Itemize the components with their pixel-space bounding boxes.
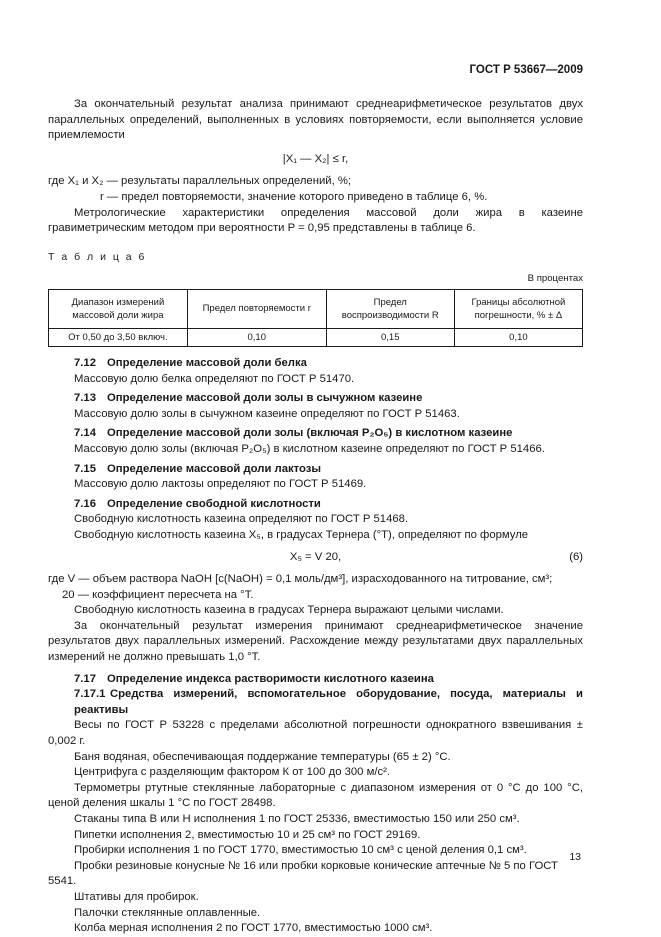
table-header-cell: Предел повторяемости r bbox=[187, 289, 326, 328]
section-number: 7.17 bbox=[74, 672, 96, 685]
section-title: Определение массовой доли золы в сычужном казеине bbox=[107, 392, 423, 405]
section-text: Свободную кислотность казеина в градусах Тернера выражают целыми числами. bbox=[74, 604, 504, 617]
equipment-item: Колба мерная исполнения 2 по ГОСТ 1770, вместимостью 1000 см³. bbox=[74, 922, 433, 935]
subsection-number: 7.17.1 bbox=[74, 688, 106, 701]
table-caption: Т а б л и ц а 6 bbox=[48, 250, 147, 263]
subsection-heading bbox=[48, 687, 583, 718]
equipment-item: Стаканы типа В или Н исполнения 1 по ГОСТ 25336, вместимостью 150 или 250 см³. bbox=[74, 812, 520, 825]
table-cell: 0,10 bbox=[454, 328, 582, 346]
subsection-title: Средства измерений, вспомогательное оборудование, посуда, материалы и реактивы bbox=[74, 688, 583, 716]
section-heading bbox=[48, 426, 583, 442]
section-text: Массовую долю лактозы определяют по ГОСТ Р 51469. bbox=[74, 478, 367, 491]
where-r-line: r — предел повторяемости, значение которого приведено в таблице 6, %. bbox=[100, 190, 488, 203]
section-number: 7.13 bbox=[74, 392, 96, 405]
table-cell: 0,15 bbox=[326, 328, 454, 346]
equipment-item: Баня водяная, обеспечивающая поддержание температуры (65 ± 2) °С. bbox=[74, 750, 451, 763]
where-20-line: 20 — коэффициент пересчета на °Т. bbox=[62, 588, 254, 601]
section-title: Определение свободной кислотности bbox=[107, 497, 321, 510]
section-text: За окончательный результат измерения принимают среднеарифметическое значение результатов двух параллельных измерений. Расхождение между результатами двух параллельных измерений не должно превышать 1,0 °Т. bbox=[48, 619, 583, 664]
section-text: Свободную кислотность казеина определяют по ГОСТ Р 51468. bbox=[74, 513, 409, 526]
section-title: Определение массовой доли золы (включая P₂O₅) в кислотном казеине bbox=[107, 427, 513, 440]
standard-header: ГОСТ Р 53667—2009 bbox=[469, 64, 583, 76]
equipment-item: Центрифуга с разделяющим фактором К от 100 до 300 м/с². bbox=[74, 766, 391, 779]
intro-paragraph: За окончательный результат анализа принимают среднеарифметическое результатов двух параллельных определений, выполненных в условиях повторяемости, если выполняется условие приемлемости bbox=[48, 98, 583, 142]
section-heading bbox=[48, 391, 583, 407]
section-number: 7.12 bbox=[74, 356, 96, 369]
table-cell: От 0,50 до 3,50 включ. bbox=[49, 328, 188, 346]
page-number: 13 bbox=[569, 851, 581, 863]
section-text: Свободную кислотность казеина X₅, в градусах Тернера (°Т), определяют по формуле bbox=[74, 528, 529, 541]
table-unit: В процентах bbox=[527, 273, 583, 285]
section-number: 7.16 bbox=[74, 497, 96, 510]
where-x-line: где X₁ и X₂ — результаты параллельных определений, %; bbox=[48, 175, 352, 188]
equipment-item: Пипетки исполнения 2, вместимостью 10 и 25 см³ по ГОСТ 29169. bbox=[74, 828, 421, 841]
section-number: 7.14 bbox=[74, 427, 96, 440]
section-heading bbox=[48, 462, 583, 478]
metrology-paragraph: Метрологические характеристики определения массовой доли жира в казеине гравиметрическим методом при вероятности P = 0,95 представлены в таблице 6. bbox=[48, 206, 583, 235]
formula-expression: X₅ = V 20, bbox=[289, 551, 342, 564]
section-text: Массовую долю белка определяют по ГОСТ Р 51470. bbox=[74, 372, 355, 385]
table-cell: 0,10 bbox=[187, 328, 326, 346]
table-header-row bbox=[49, 289, 583, 328]
section-number: 7.15 bbox=[74, 462, 96, 475]
equipment-item: Пробирки исполнения 1 по ГОСТ 1770, вместимостью 10 см³ с ценой деления 0,1 см³. bbox=[74, 844, 527, 857]
section-heading bbox=[48, 356, 583, 372]
table-header-cell: Предел воспроизводимости R bbox=[326, 289, 454, 328]
section-text: Массовую долю золы (включая P₂O₅) в кислотном казеине определяют по ГОСТ Р 51466. bbox=[74, 442, 545, 455]
formula-number: (6) bbox=[569, 551, 583, 564]
section-title: Определение массовой доли лактозы bbox=[107, 462, 322, 475]
acidity-formula bbox=[48, 550, 583, 566]
section-heading bbox=[48, 672, 583, 688]
equipment-item: Штативы для пробирок. bbox=[74, 890, 199, 903]
section-title: Определение массовой доли белка bbox=[107, 356, 307, 369]
page-content bbox=[48, 97, 583, 937]
section-heading bbox=[48, 497, 583, 513]
equipment-item: Пробки резиновые конусные № 16 или пробки корковые конические аптечные № 5 по ГОСТ 5541. bbox=[48, 859, 558, 888]
table-row bbox=[49, 328, 583, 346]
metrology-table bbox=[48, 289, 583, 347]
equipment-item: Термометры ртутные стеклянные лабораторные с диапазоном измерения от 0 °С до 100 °С, ценой деления шкалы 1 °С по ГОСТ 28498. bbox=[48, 781, 583, 810]
equipment-item: Палочки стеклянные оплавленные. bbox=[74, 906, 261, 919]
section-title: Определение индекса растворимости кислотного казеина bbox=[107, 672, 434, 685]
table-header-cell: Границы абсолютной погрешности, % ± Δ bbox=[454, 289, 582, 328]
table-header-cell: Диапазон измерений массовой доли жира bbox=[49, 289, 188, 328]
equipment-item: Весы по ГОСТ Р 53228 с пределами абсолютной погрешности однократного взвешивания ± 0,002 г. bbox=[48, 719, 583, 747]
where-v-line: где V — объем раствора NaOH [c(NaOH) = 0,1 моль/дм³], израсходованного на титрование, см³; bbox=[48, 573, 553, 586]
acceptance-formula: |X₁ — X₂| ≤ r, bbox=[282, 152, 349, 165]
section-text: Массовую долю золы в сычужном казеине определяют по ГОСТ Р 51463. bbox=[74, 407, 460, 420]
